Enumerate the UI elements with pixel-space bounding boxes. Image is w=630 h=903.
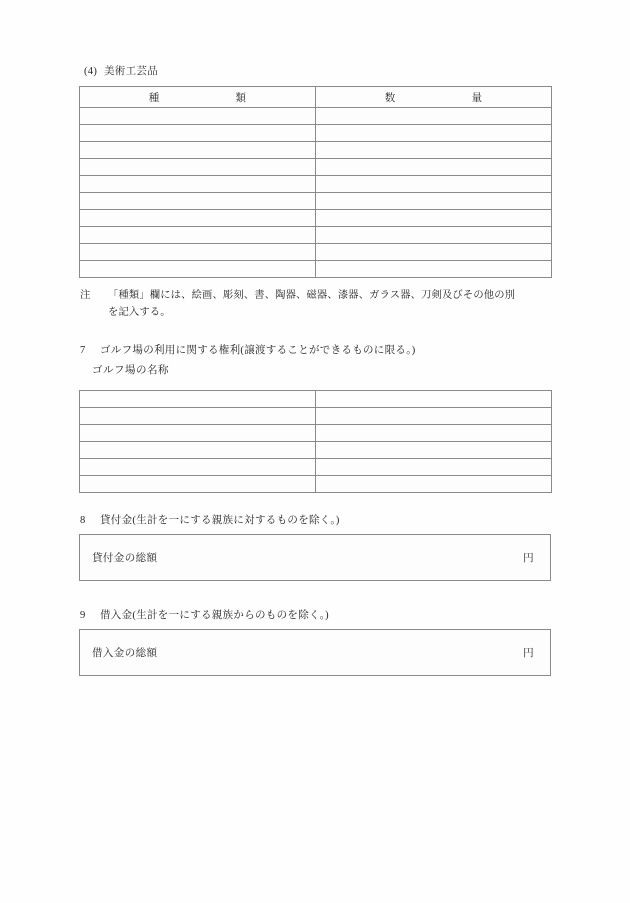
table-row <box>80 442 552 459</box>
table-row <box>80 108 552 125</box>
cell-quantity[interactable] <box>316 159 552 176</box>
cell-golf-value[interactable] <box>316 459 552 476</box>
table-row <box>80 227 552 244</box>
table-row <box>80 244 552 261</box>
table-row <box>80 391 552 408</box>
cell-kind[interactable] <box>80 210 316 227</box>
cell-golf-name[interactable] <box>80 408 316 425</box>
cell-kind[interactable] <box>80 261 316 278</box>
table-row <box>80 261 552 278</box>
table-header-row <box>80 87 552 108</box>
note-marker: 注 <box>80 290 91 301</box>
note-line-1: 「種類」欄には、絵画、彫刻、書、陶器、磁器、漆器、ガラス器、刀剣及びその他の別 <box>108 290 516 301</box>
section-8-number: 8 <box>80 515 86 526</box>
cell-quantity[interactable] <box>316 108 552 125</box>
borrowing-total-box[interactable] <box>79 629 551 676</box>
golf-course-table-body <box>80 391 552 493</box>
cell-quantity[interactable] <box>316 142 552 159</box>
cell-golf-name[interactable] <box>80 442 316 459</box>
art-crafts-note <box>80 287 555 321</box>
table-row <box>80 476 552 493</box>
section-4-heading <box>84 63 158 78</box>
borrowing-total-label: 借入金の総額 <box>92 648 158 659</box>
art-crafts-table <box>79 86 552 278</box>
cell-quantity[interactable] <box>316 125 552 142</box>
section-9-number: 9 <box>80 610 86 621</box>
cell-golf-name[interactable] <box>80 459 316 476</box>
borrowing-total-unit: 円 <box>523 648 534 659</box>
column-header-quantity <box>316 87 552 108</box>
column-header-kind-char2: 類 <box>235 92 247 104</box>
cell-golf-name[interactable] <box>80 476 316 493</box>
note-line-2: を記入する。 <box>108 307 171 318</box>
loan-total-box[interactable] <box>79 534 551 581</box>
art-crafts-table-body <box>80 108 552 278</box>
section-7-heading <box>80 342 416 357</box>
section-4-number: (4) <box>84 66 98 77</box>
section-9-title: 借入金(生計を一にする親族からのものを除く。) <box>100 610 329 621</box>
cell-golf-value[interactable] <box>316 391 552 408</box>
cell-golf-value[interactable] <box>316 476 552 493</box>
table-row <box>80 142 552 159</box>
section-7-number: 7 <box>80 345 86 356</box>
cell-quantity[interactable] <box>316 261 552 278</box>
cell-kind[interactable] <box>80 193 316 210</box>
cell-quantity[interactable] <box>316 227 552 244</box>
table-row <box>80 193 552 210</box>
column-header-quantity-char1: 数 <box>384 92 396 104</box>
cell-quantity[interactable] <box>316 176 552 193</box>
table-row <box>80 425 552 442</box>
table-row <box>80 125 552 142</box>
column-header-kind <box>80 87 316 108</box>
section-8-title: 貸付金(生計を一にする親族に対するものを除く。) <box>100 515 340 526</box>
section-9-heading <box>80 607 329 622</box>
section-8-heading <box>80 512 340 527</box>
table-row <box>80 159 552 176</box>
cell-golf-value[interactable] <box>316 425 552 442</box>
cell-kind[interactable] <box>80 244 316 261</box>
column-header-kind-char1: 種 <box>148 92 160 104</box>
cell-golf-name[interactable] <box>80 391 316 408</box>
cell-golf-name[interactable] <box>80 425 316 442</box>
table-row <box>80 176 552 193</box>
cell-kind[interactable] <box>80 108 316 125</box>
cell-kind[interactable] <box>80 227 316 244</box>
cell-golf-value[interactable] <box>316 442 552 459</box>
table-row <box>80 459 552 476</box>
table-row <box>80 408 552 425</box>
table-row <box>80 210 552 227</box>
loan-total-label: 貸付金の総額 <box>92 553 158 564</box>
section-7-title: ゴルフ場の利用に関する権利(譲渡することができるものに限る。) <box>100 345 416 356</box>
cell-kind[interactable] <box>80 125 316 142</box>
loan-total-unit: 円 <box>523 553 534 564</box>
cell-quantity[interactable] <box>316 193 552 210</box>
cell-kind[interactable] <box>80 142 316 159</box>
cell-golf-value[interactable] <box>316 408 552 425</box>
golf-course-table <box>79 390 552 493</box>
cell-kind[interactable] <box>80 159 316 176</box>
section-4-title: 美術工芸品 <box>104 66 158 77</box>
cell-quantity[interactable] <box>316 244 552 261</box>
golf-course-name-label: ゴルフ場の名称 <box>92 365 169 376</box>
cell-quantity[interactable] <box>316 210 552 227</box>
cell-kind[interactable] <box>80 176 316 193</box>
column-header-quantity-char2: 量 <box>471 92 483 104</box>
